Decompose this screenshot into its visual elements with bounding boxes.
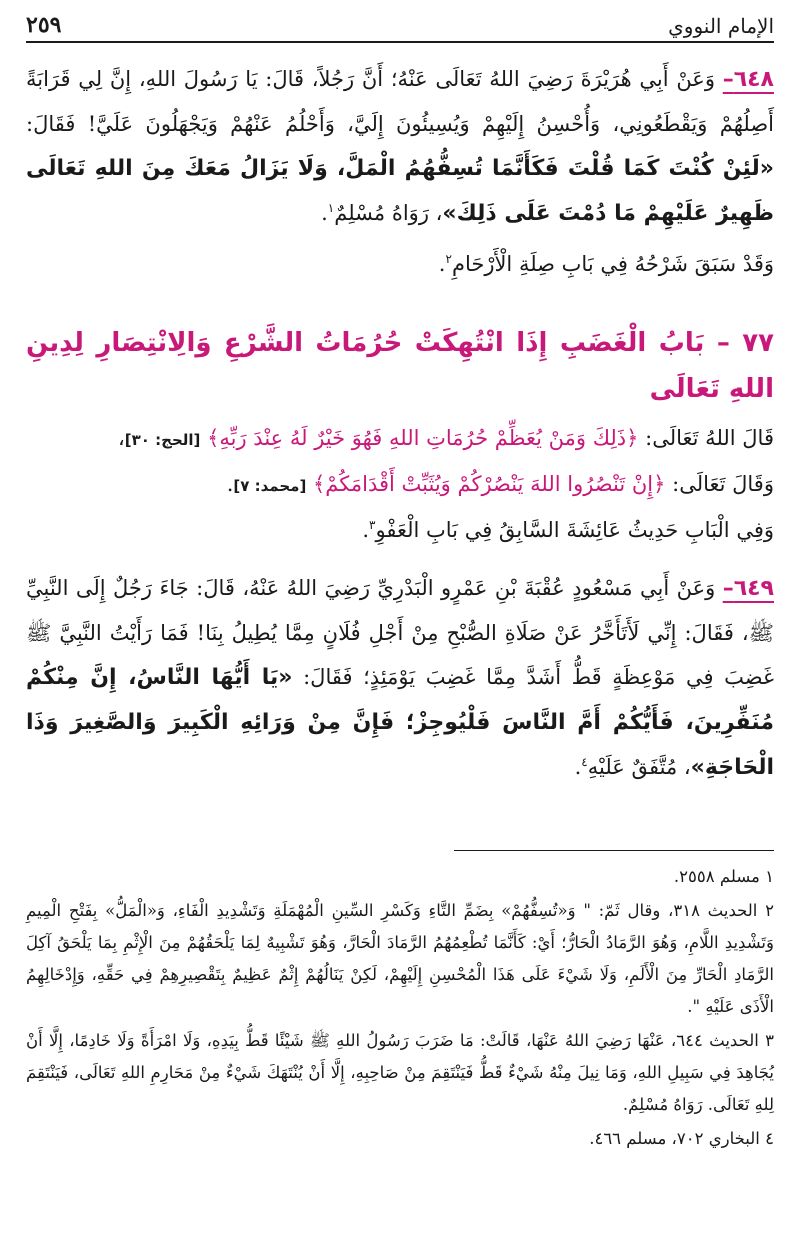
punctuation: . xyxy=(438,252,446,276)
footnote-marker[interactable]: ٢ xyxy=(445,252,452,266)
prophetic-quote: «يَا أَيُّهَا النَّاسُ، إِنَّ مِنْكُمْ مُنَفِّرِينَ، فَأَيُّكُمْ أَمَّ النَّاسَ فَلْيُوجِزْ؛ فَإِنَّ مِنْ وَرَائِهِ الْكَبِيرَ وَالصَّغِيرَ وَذَا الْحَاجَةِ» xyxy=(26,665,774,780)
chapter-heading: ٧٧ – بَابُ الْغَضَبِ إِذَا انْتُهِكَتْ حُرُمَاتُ الشَّرْعِ وَالِانْتِصَارِ لِدِينِ اللهِ تَعَالَى xyxy=(26,328,774,404)
footnotes xyxy=(26,861,774,1155)
prophetic-quote: «لَئِنْ كُنْتَ كَمَا قُلْتَ فَكَأَنَّمَا تُسِفُّهُمُ الْمَلَّ، وَلَا يَزَالُ مَعَكَ مِنَ اللهِ تَعَالَى ظَهِيرٌ عَلَيْهِمْ مَا دُمْتَ عَلَى ذَلِكَ» xyxy=(26,156,774,226)
quran-verse: ﴿إِنْ تَنْصُرُوا اللهَ يَنْصُرْكُمْ وَيُثَبِّتْ أَقْدَامَكُمْ﴾ xyxy=(313,472,666,496)
footnote-marker[interactable]: ٣ xyxy=(369,518,376,532)
footnote-3: ٣ الحديث ٦٤٤، عَنْهَا رَضِيَ اللهُ عَنْهَا، قَالَتْ: مَا ضَرَبَ رَسُولُ اللهِ ﷺ شَيْئًا قَطُّ بِيَدِهِ، وَلَا امْرَأَةً وَلَا خَادِمًا، إِلَّا أَنْ يُجَاهِدَ فِي سَبِيلِ اللهِ، وَمَا نِيلَ مِنْهُ شَيْءٌ قَطُّ فَيَنْتَقِمَ مِنْ صَاحِبِهِ، إِلَّا أَنْ يُنْتَهَكَ شَيْءٌ مِنْ مَحَارِمِ اللهِ تَعَالَى، فَيَنْتَقِمَ لِلهِ تَعَالَى. رَوَاهُ مُسْلِمٌ. xyxy=(26,1031,774,1114)
hadith-source: ، مُتَّفَقٌ عَلَيْهِ xyxy=(587,755,691,779)
footnote-4: ٤ البخاري ٧٠٢، مسلم ٤٦٦. xyxy=(589,1129,774,1148)
page-number: ٢٥٩ xyxy=(26,12,62,38)
note-text: وَقَدْ سَبَقَ شَرْحُهُ فِي بَابِ صِلَةِ الْأَرْحَامِ xyxy=(451,252,774,276)
quran-verse: ﴿ذَلِكَ وَمَنْ يُعَظِّمْ حُرُمَاتِ اللهِ فَهُوَ خَيْرٌ لَهُ عِنْدَ رَبِّهِ﴾ xyxy=(207,426,639,450)
citation-intro: وَقَالَ تَعَالَى: xyxy=(672,472,774,496)
chapter-note xyxy=(26,508,774,552)
footnote-marker[interactable]: ١ xyxy=(327,201,335,215)
footnote-1: ١ مسلم ٢٥٥٨. xyxy=(673,867,774,886)
footnote-separator xyxy=(454,850,774,851)
header-title: الإمام النووي xyxy=(668,14,774,38)
quran-citation-2 xyxy=(26,462,774,508)
hadith-649 xyxy=(26,566,774,790)
punctuation: ، xyxy=(117,426,125,450)
hadith-source: ، رَوَاهُ مُسْلِمٌ xyxy=(334,201,443,225)
punctuation: . xyxy=(226,472,234,496)
hadith-number: ٦٤٨– xyxy=(722,67,774,92)
punctuation: . xyxy=(574,755,582,779)
punctuation: . xyxy=(321,201,328,225)
citation-intro: قَالَ اللهُ تَعَالَى: xyxy=(645,426,774,450)
footnote-2: ٢ الحديث ٣١٨، وقال ثَمّ: " وَ«تُسِفُّهُمْ» بِضَمِّ التَّاءِ وَكَسْرِ السِّينِ الْمُهْمَلَةِ وَتَشْدِيدِ الْفَاءِ، وَ«الْمَلُّ» بِفَتْحِ الْمِيمِ وَتَشْدِيدِ اللَّامِ، وَهُوَ الرَّمَادُ الْحَارُّ؛ أَيْ: كَأَنَّمَا تُطْعِمُهُمُ الرَّمَادَ الْحَارَّ، وَهُوَ تَشْبِيهٌ لِمَا يَلْحَقُهُمْ مِنَ الْإِثْمِ بِمَا يَلْحَقُ آكِلَ الرَّمَادِ الْحَارِّ مِنَ الْأَلَمِ، وَلَا شَيْءَ عَلَى هَذَا الْمُحْسِنِ إِلَيْهِمْ، لَكِنْ يَنَالُهُمْ إِثْمٌ عَظِيمٌ بِتَقْصِيرِهِمْ فِي حَقِّهِ، وَإِدْخَالِهِمُ الْأَذَى عَلَيْهِ ". xyxy=(26,901,774,1016)
hadith-intro: وَعَنْ أَبِي مَسْعُودٍ عُقْبَةَ بْنِ عَمْرٍو الْبَدْرِيِّ رَضِيَ اللهُ عَنْهُ، قَالَ: جَاءَ رَجُلٌ إِلَى النَّبِيِّ ﷺ، فَقَالَ: إِنِّي لَأَتَأَخَّرُ عَنْ صَلَاةِ الصُّبْحِ مِنْ أَجْلِ فُلَانٍ مِمَّا يُطِيلُ بِنَا! فَمَا رَأَيْتُ النَّبِيَّ ﷺ غَضِبَ فِي مَوْعِظَةٍ قَطُّ أَشَدَّ مِمَّا غَضِبَ يَوْمَئِذٍ؛ فَقَالَ: xyxy=(26,576,774,689)
footnote-marker[interactable]: ٤ xyxy=(581,755,588,769)
main-text xyxy=(26,57,774,790)
hadith-intro: وَعَنْ أَبِي هُرَيْرَةَ رَضِيَ اللهُ تَعَالَى عَنْهُ؛ أَنَّ رَجُلاً، قَالَ: يَا رَسُولَ اللهِ، إِنَّ لِي قَرَابَةً أَصِلُهُمْ وَيَقْطَعُونِي، وَأُحْسِنُ إِلَيْهِمْ وَيُسِيئُونَ إِلَيَّ، وَأَحْلُمُ عَنْهُمْ وَيَجْهَلُونَ عَلَيَّ! فَقَالَ: xyxy=(26,67,774,136)
note-text: وَفِي الْبَابِ حَدِيثُ عَائِشَةَ السَّابِقُ فِي بَابِ الْعَفْوِ xyxy=(375,518,774,542)
verse-reference: [الحج: ٣٠] xyxy=(124,431,201,449)
running-header xyxy=(26,0,774,43)
hadith-648 xyxy=(26,57,774,236)
punctuation: . xyxy=(362,518,370,542)
verse-reference: [محمد: ٧] xyxy=(233,477,307,495)
hadith-648-note xyxy=(26,242,774,286)
hadith-number: ٦٤٩– xyxy=(722,576,774,601)
quran-citation-1 xyxy=(26,416,774,462)
